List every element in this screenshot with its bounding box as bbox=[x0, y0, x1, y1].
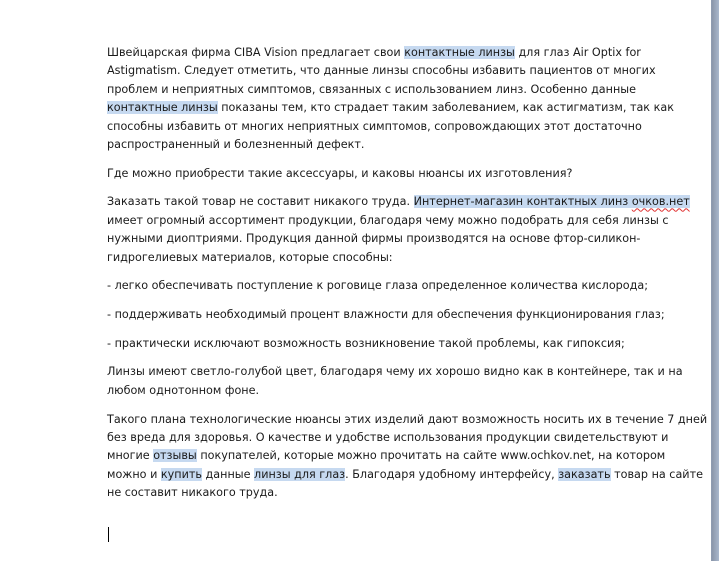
text-line bbox=[107, 277, 673, 295]
paragraph bbox=[107, 411, 708, 503]
text-run: любом однотонном фоне. bbox=[107, 383, 260, 397]
text-run: распространенный и болезненный дефект. bbox=[107, 138, 365, 152]
paragraph bbox=[107, 335, 673, 353]
paragraph bbox=[107, 363, 683, 400]
text-line bbox=[107, 99, 673, 117]
text-run: многие bbox=[107, 449, 154, 463]
text-line bbox=[107, 429, 673, 447]
text-line bbox=[107, 306, 673, 324]
text-run: нужными диоптриями. Продукция данной фирмы производятся на основе фтор-силикон- bbox=[107, 232, 641, 246]
text-run: для глаз Air Optix for bbox=[514, 46, 641, 59]
text-run: товар на сайте bbox=[610, 467, 703, 481]
text-run: Швейцарская фирма CIBA Vision предлагает свои bbox=[107, 46, 405, 59]
text-run: не составит никакого труда. bbox=[107, 486, 278, 500]
text-run: гидрогелиевых материалов, которые способны: bbox=[107, 250, 393, 264]
highlighted-text: Интернет-магазин контактных линз bbox=[413, 195, 632, 209]
text-line bbox=[107, 466, 703, 484]
text-line bbox=[107, 249, 673, 267]
text-line bbox=[107, 136, 673, 154]
text-run: покупателей, которые можно прочитать на сайте www.ochkov.net, на котором bbox=[196, 449, 666, 463]
document-body[interactable] bbox=[107, 44, 708, 513]
highlighted-text: купить bbox=[160, 467, 202, 481]
text-run: Линзы имеют светло-голубой цвет, благодаря чему их хорошо видно как в контейнере, так и на bbox=[107, 365, 683, 379]
text-line bbox=[107, 165, 673, 183]
paragraph bbox=[107, 44, 673, 154]
text-line bbox=[107, 363, 683, 381]
text-line bbox=[107, 382, 673, 400]
paragraph bbox=[107, 165, 673, 183]
page-shadow bbox=[712, 0, 719, 561]
text-run: - поддерживать необходимый процент влажности для обеспечения функционирования глаз; bbox=[107, 308, 665, 322]
text-line bbox=[107, 212, 673, 230]
text-line bbox=[107, 62, 673, 80]
highlighted-text: отзывы bbox=[153, 449, 197, 463]
text-line bbox=[107, 335, 673, 353]
text-line bbox=[107, 484, 673, 502]
highlighted-text: очков.нет bbox=[631, 195, 690, 209]
text-run: Такого плана технологические нюансы этих изделий дают возможность носить их в течение 7 дней bbox=[107, 412, 708, 426]
text-run: без вреда для здоровья. О качестве и удобстве использования продукции свидетельствуют и bbox=[107, 430, 669, 444]
text-cursor bbox=[108, 527, 109, 542]
text-run: имеет огромный ассортимент продукции, благодаря чему можно подобрать для себя линзы с bbox=[107, 213, 669, 227]
text-run: показаны тем, кто страдает таким заболеванием, как астигматизм, так как bbox=[217, 101, 674, 115]
text-line bbox=[107, 447, 673, 465]
text-run: Где можно приобрести такие аксессуары, и каковы нюансы их изготовления? bbox=[107, 166, 573, 180]
highlighted-text: линзы для глаз bbox=[254, 467, 346, 481]
text-run: данные bbox=[201, 467, 255, 481]
paragraph bbox=[107, 306, 673, 324]
text-line bbox=[107, 118, 673, 136]
highlighted-text: контактные линзы bbox=[404, 46, 515, 59]
highlighted-text: заказать bbox=[558, 467, 611, 481]
text-line bbox=[107, 44, 673, 62]
text-run: проблем и неприятных симптомов, связанных с использованием линз. Особенно данные bbox=[107, 82, 637, 96]
text-run: можно и bbox=[107, 467, 161, 481]
text-line bbox=[107, 81, 673, 99]
text-line bbox=[107, 411, 708, 429]
text-run: . Благодаря удобному интерфейсу, bbox=[345, 467, 559, 481]
text-run: - легко обеспечивать поступление к роговице глаза определенное количества кислорода; bbox=[107, 279, 648, 293]
text-line bbox=[107, 230, 673, 248]
text-run: Заказать такой товар не составит никакого труда. bbox=[107, 195, 414, 209]
text-run: способны избавить от многих неприятных симптомов, сопровождающих этот достаточно bbox=[107, 119, 642, 133]
paragraph bbox=[107, 277, 673, 295]
paragraph bbox=[107, 193, 690, 267]
text-run: - практически исключают возможность возникновение такой проблемы, как гипоксия; bbox=[107, 336, 625, 350]
text-line bbox=[107, 193, 690, 211]
text-run: Astigmatism. Следует отметить, что данные линзы способны избавить пациентов от многих bbox=[107, 64, 656, 78]
highlighted-text: контактные линзы bbox=[107, 101, 218, 115]
